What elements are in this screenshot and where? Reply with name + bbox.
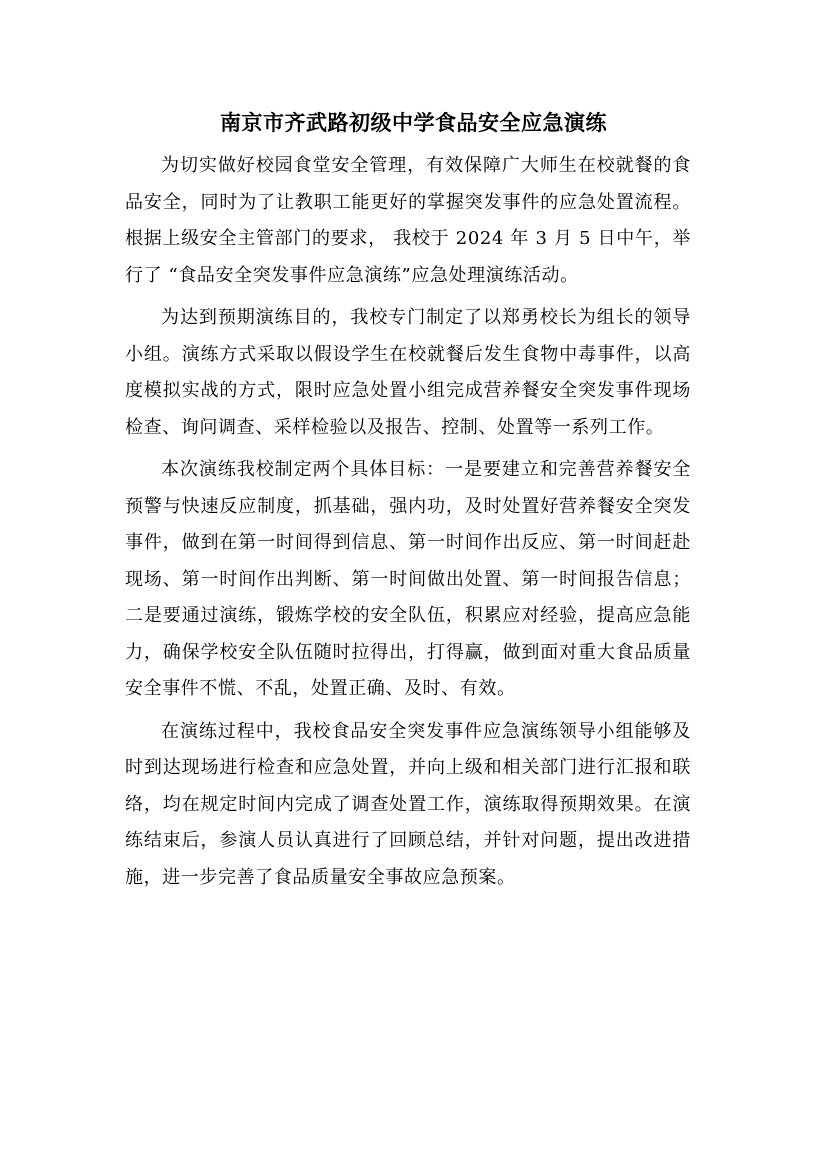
paragraph-1: 为切实做好校园食堂安全管理，有效保障广大师生在校就餐的食品安全，同时为了让教职工能更好的掌握突发事件的应急处置流程。根据上级安全主管部门的要求， 我校于 2024 年 3 月 5 日中午，举行了 “食品安全突发事件应急演练”应急处理演练活动。 bbox=[125, 155, 691, 286]
document-title: 南京市齐武路初级中学食品安全应急演练 bbox=[220, 110, 607, 135]
paragraph-3: 本次演练我校制定两个具体目标：一是要建立和完善营养餐安全预警与快速反应制度，抓基础，强内功，及时处置好营养餐安全突发事件，做到在第一时间得到信息、第一时间作出反应、第一时间赶赴现场、第一时间作出判断、第一时间做出处置、第一时间报告信息； 二是要通过演练，锻炼学校的安全队伍，积累应对经验，提高应急能力，确保学校安全队伍随时拉得出，打得赢，做到面对重大食品质量安全事件不慌、不乱，处置正确、及时、有效。 bbox=[125, 459, 691, 699]
paragraph-2: 为达到预期演练目的，我校专门制定了以郑勇校长为组长的领导小组。演练方式采取以假设学生在校就餐后发生食物中毒事件，以高度模拟实战的方式，限时应急处置小组完成营养餐安全突发事件现场检查、询问调查、采样检验以及报告、控制、处置等一系列工作。 bbox=[125, 307, 691, 438]
paragraph-4: 在演练过程中，我校食品安全突发事件应急演练领导小组能够及时到达现场进行检查和应急处置，并向上级和相关部门进行汇报和联络，均在规定时间内完成了调查处置工作，演练取得预期效果。在演练结束后，参演人员认真进行了回顾总结，并针对问题，提出改进措施，进一步完善了食品质量安全事故应急预案。 bbox=[125, 720, 691, 888]
document-body bbox=[125, 148, 691, 902]
